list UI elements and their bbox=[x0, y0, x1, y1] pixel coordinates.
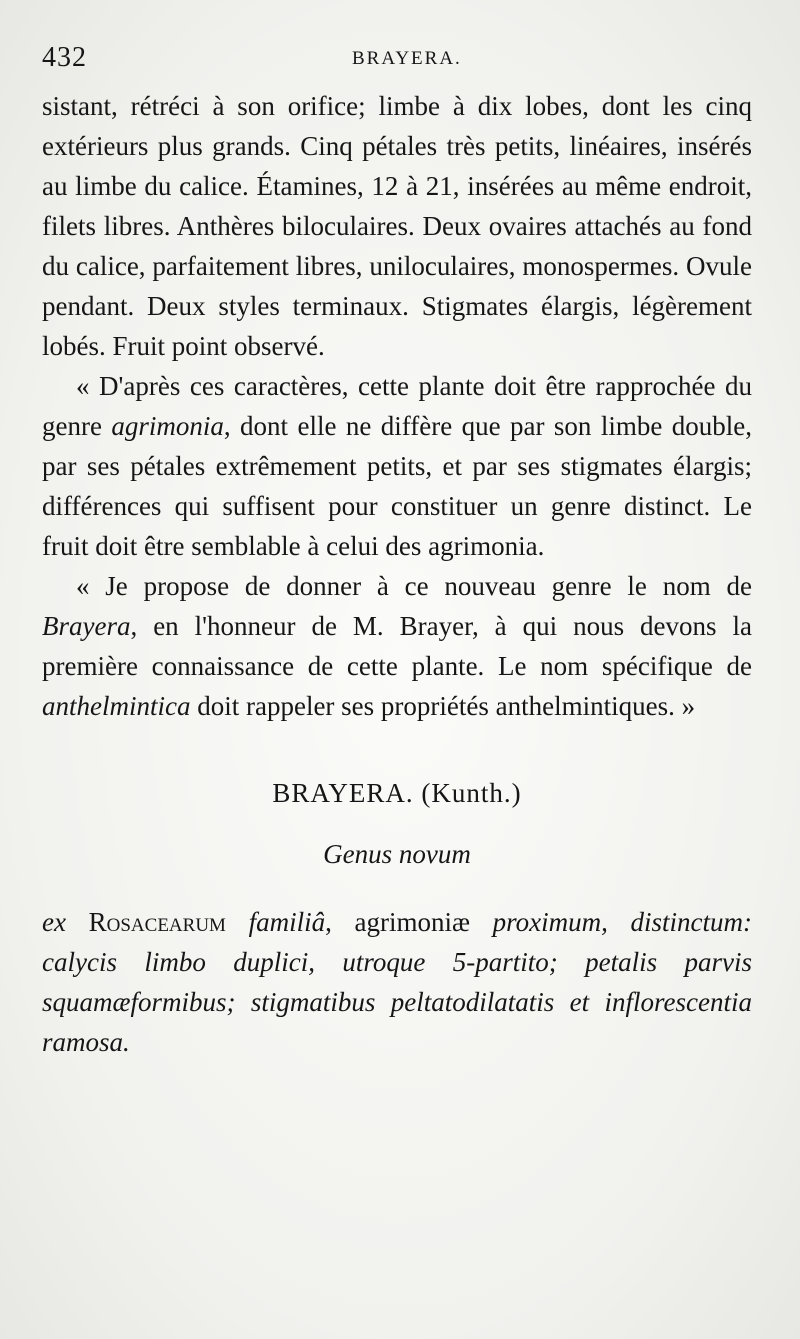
latin-familia: familiâ bbox=[225, 907, 326, 937]
body-text bbox=[42, 86, 752, 726]
species-anthelmintica: anthelmintica bbox=[42, 691, 191, 721]
paragraph-naming bbox=[42, 566, 752, 726]
paragraph-description-text: sistant, rétréci à son orifice; limbe à dix lobes, dont les cinq extérieurs plus grands. Cinq pétales très petits, linéaires, insérés au limbe du calice. Étamines, 12 à 21, insérées au même endroit, filets libres. Anthères biloculaires. Deux ovaires attachés au fond du calice, parfaitement libres, uniloculaires, monospermes. Ovule pendant. Deux styles terminaux. Stigmates élargis, légèrement lobés. Fruit point observé. bbox=[42, 91, 752, 361]
page-number: 432 bbox=[42, 42, 87, 73]
latin-diagnosis bbox=[42, 902, 752, 1062]
running-head bbox=[42, 30, 752, 86]
section-title: BRAYERA. (Kunth.) bbox=[272, 778, 522, 808]
latin-rest: proximum, distinctum: calycis limbo duplici, utroque 5-partito; petalis parvis squamæformibus; stigmatibus peltatodilatatis et inflorescentia ramosa. bbox=[42, 907, 752, 1057]
latin-ex: ex bbox=[42, 907, 89, 937]
genus-agrimonia: agrimonia bbox=[111, 411, 224, 441]
paragraph-naming-text-a: « Je propose de donner à ce nouveau genre le nom de bbox=[76, 571, 752, 601]
genus-brayera: Brayera bbox=[42, 611, 131, 641]
paragraph-comparison-text-b: , dont elle ne diffère que par son limbe double, par ses pétales extrêmement petits, et par ses stigmates élargis; différences qui suffisent pour constituer un genre distinct. Le fruit doit être semblable à celui des agrimonia. bbox=[42, 411, 752, 561]
paragraph-comparison-text-a: « D'après ces caractères, cette plante doit être rapprochée du genre bbox=[42, 371, 752, 441]
latin-family: Rosacearum bbox=[88, 907, 226, 937]
paragraph-naming-text-b: , en l'honneur de M. Brayer, à qui nous devons la première connaissance de cette plante. Le nom spécifique de bbox=[42, 611, 752, 681]
paragraph-naming-text-c: doit rappeler ses propriétés anthelmintiques. » bbox=[190, 691, 696, 721]
section-subtitle: Genus novum bbox=[323, 839, 471, 869]
running-title: BRAYERA. bbox=[352, 48, 462, 69]
latin-mid: , agrimoniæ bbox=[325, 907, 493, 937]
paragraph-description bbox=[42, 86, 752, 366]
paragraph-comparison bbox=[42, 366, 752, 566]
